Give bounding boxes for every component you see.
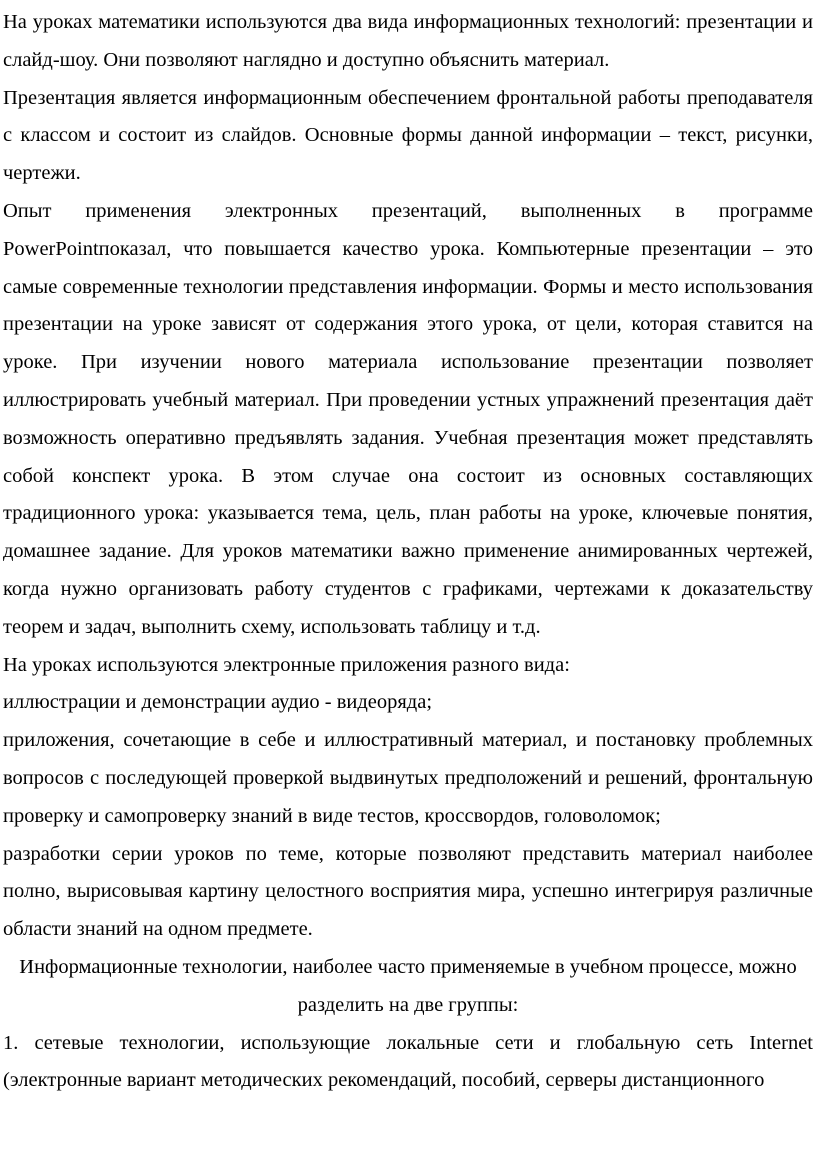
paragraph-list-item-illustrations: иллюстрации и демонстрации аудио - видеоряда;	[3, 691, 433, 714]
paragraph-groups-heading: Информационные технологии, наиболее часто применяемые в учебном процессе, можно разделить на две группы:	[19, 955, 797, 1016]
paragraph-list-item-lesson-series: разработки серии уроков по теме, которые позволяют представить материал наиболее полно, вырисовывая картину целостного восприятия мира, успешно интегрируя различные области знаний на одном предмете.	[3, 842, 813, 941]
paragraph-applications-intro: На уроках используются электронные приложения разного вида:	[3, 653, 570, 676]
paragraph-intro: На уроках математики используются два вида информационных технологий: презентации и слайд-шоу. Они позволяют наглядно и доступно объяснить материал.	[3, 11, 813, 71]
paragraph-powerpoint-experience: Опыт применения электронных презентаций, выполненных в программе PowerPointпоказал, что повышается качество урока. Компьютерные презентации – это самые современные технологии представления информации. Формы и место использования презентации на уроке зависят от содержания этого урока, от цели, которая ставится на уроке. При изучении нового материала использование презентации позволяет иллюстрировать учебный материал. При проведении устных упражнений презентация даёт возможность оперативно предъявлять задания. Учебная презентация может представлять собой конспект урока. В этом случае она состоит из основных составляющих традиционного урока: указывается тема, цель, план работы на уроке, ключевые понятия, домашнее задание. Для уроков математики важно применение анимированных чертежей, когда нужно организовать работу студентов с графиками, чертежами к доказательству теорем и задач, выполнить схему, использовать таблицу и т.д.	[3, 199, 813, 638]
paragraph-presentation-definition: Презентация является информационным обеспечением фронтальной работы преподавателя с классом и состоит из слайдов. Основные формы данной информации – текст, рисунки, чертежи.	[3, 86, 813, 185]
paragraph-network-technologies: 1. сетевые технологии, использующие локальные сети и глобальную сеть Internet (электронные вариант методических рекомендаций, пособий, серверы дистанционного	[3, 1031, 813, 1092]
paragraph-list-item-applications: приложения, сочетающие в себе и иллюстративный материал, и постановку проблемных вопросов с последующей проверкой выдвинутых предположений и решений, фронтальную проверку и самопроверку знаний в виде тестов, кроссвордов, головоломок;	[3, 729, 813, 827]
